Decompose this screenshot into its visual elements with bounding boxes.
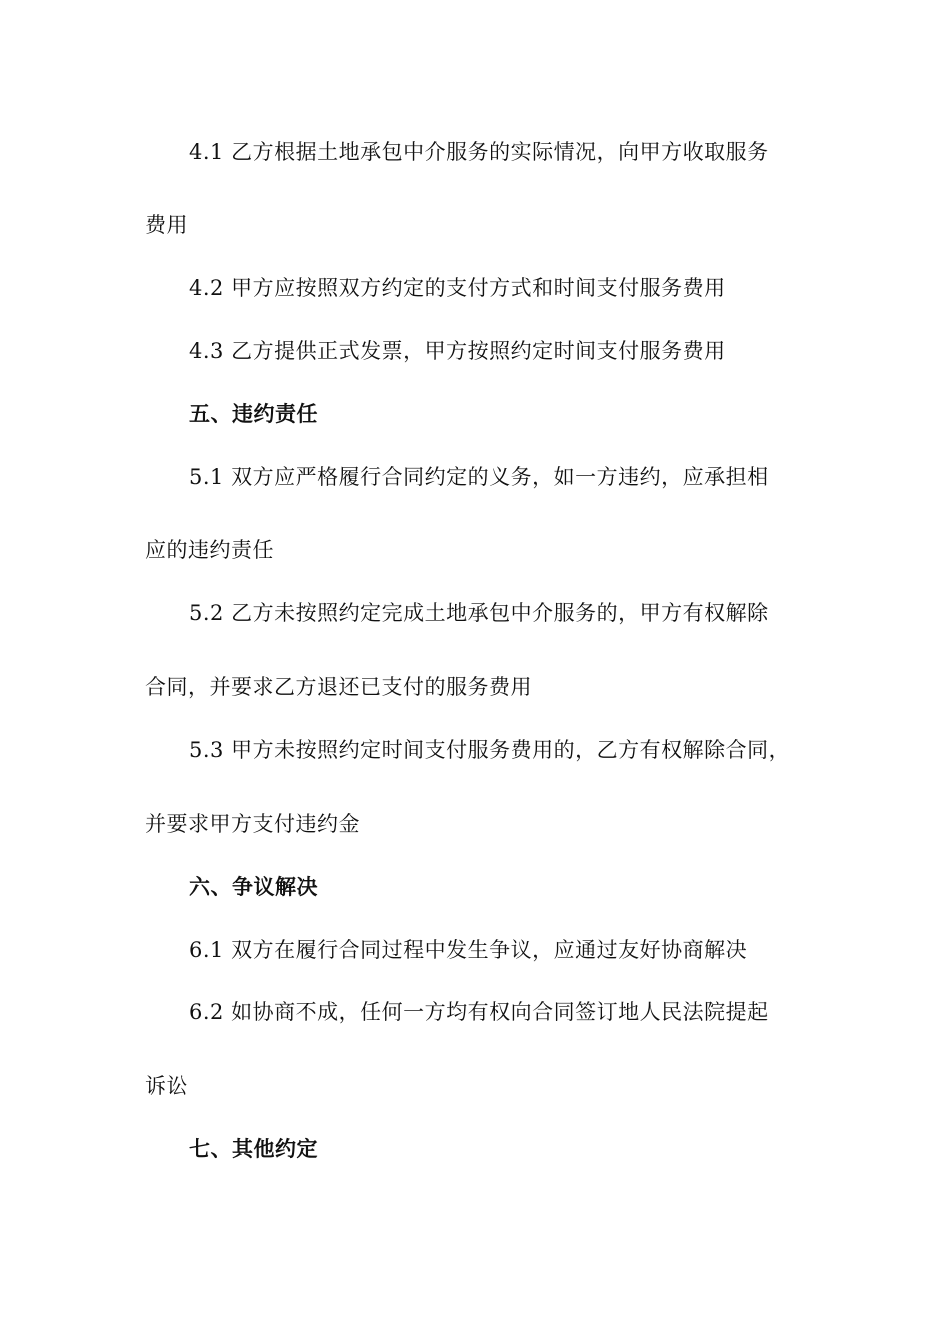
clause-4-1-line-2: 费用 [145, 213, 188, 237]
clause-5-3-line-1: 5.3 甲方未按照约定时间支付服务费用的，乙方有权解除合同， [189, 738, 791, 762]
clause-4-1-line-1: 4.1 乙方根据土地承包中介服务的实际情况，向甲方收取服务 [189, 140, 769, 164]
clause-6-2-line-2: 诉讼 [145, 1074, 188, 1098]
section-6-heading: 六、争议解决 [189, 875, 318, 899]
clause-5-3-line-2: 并要求甲方支付违约金 [145, 812, 360, 836]
clause-6-1: 6.1 双方在履行合同过程中发生争议，应通过友好协商解决 [189, 938, 748, 962]
clause-5-1-line-1: 5.1 双方应严格履行合同约定的义务，如一方违约，应承担相 [189, 465, 769, 489]
section-7-heading: 七、其他约定 [189, 1137, 318, 1161]
clause-5-1-line-2: 应的违约责任 [145, 538, 274, 562]
clause-6-2-line-1: 6.2 如协商不成，任何一方均有权向合同签订地人民法院提起 [189, 1000, 769, 1024]
clause-5-2-line-2: 合同，并要求乙方退还已支付的服务费用 [145, 675, 532, 699]
clause-4-2: 4.2 甲方应按照双方约定的支付方式和时间支付服务费用 [189, 276, 726, 300]
section-5-heading: 五、违约责任 [189, 402, 318, 426]
clause-5-2-line-1: 5.2 乙方未按照约定完成土地承包中介服务的，甲方有权解除 [189, 601, 769, 625]
clause-4-3: 4.3 乙方提供正式发票，甲方按照约定时间支付服务费用 [189, 339, 726, 363]
